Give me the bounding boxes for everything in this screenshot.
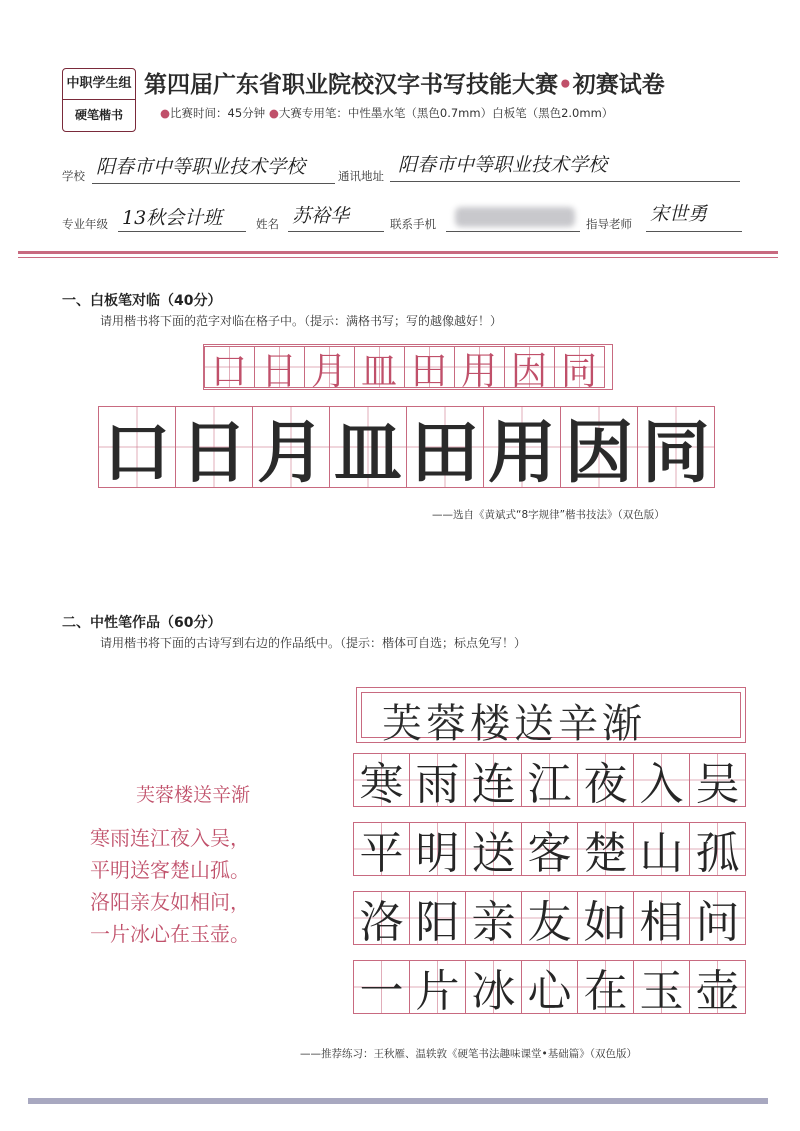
page-title xyxy=(144,66,665,99)
poem-char: 江 xyxy=(527,759,572,810)
poem-char-cell[interactable] xyxy=(465,891,522,948)
poem-grid-row xyxy=(354,960,746,1017)
copied-char: 因 xyxy=(564,413,633,493)
model-char: 皿 xyxy=(361,348,398,393)
poem-char-cell[interactable] xyxy=(521,891,578,948)
poem-char-cell[interactable] xyxy=(409,891,466,948)
address-value[interactable]: 阳春市中等职业技术学校 xyxy=(398,154,608,176)
badge-style-label: 硬笔楷书 xyxy=(74,108,123,122)
reference-poem-line: 洛阳亲友如相问， xyxy=(90,890,250,914)
badge-group-label: 中职学生组 xyxy=(63,69,135,100)
poem-char-cell[interactable] xyxy=(353,753,410,810)
title-tail: 初赛试卷 xyxy=(572,72,665,98)
poem-char: 如 xyxy=(583,897,628,948)
model-char: 同 xyxy=(561,348,598,393)
poem-char: 亲 xyxy=(471,897,516,948)
copy-char-cell[interactable] xyxy=(329,406,407,493)
school-label: 学校 xyxy=(62,169,85,183)
poem-char-cell[interactable] xyxy=(521,753,578,810)
poem-char-cell[interactable] xyxy=(689,822,746,879)
poem-char-cell[interactable] xyxy=(465,960,522,1017)
recommend-note: ——推荐练习：王秋雁、温轶敦《硬笔书法趣味课堂•基础篇》（双色版） xyxy=(300,1048,637,1060)
source-note: ——选自《黄斌式“8字规律”楷书技法》（双色版） xyxy=(432,509,665,521)
model-char-cell xyxy=(454,346,505,393)
name-value[interactable]: 苏裕华 xyxy=(292,205,350,227)
teacher-underline xyxy=(646,231,742,232)
copy-char-cell[interactable] xyxy=(252,406,330,493)
model-char: 因 xyxy=(511,348,548,393)
poem-char-cell[interactable] xyxy=(689,960,746,1017)
poem-char: 送 xyxy=(471,828,516,879)
poem-char: 雨 xyxy=(415,759,460,810)
poem-char-cell[interactable] xyxy=(577,753,634,810)
copied-char: 口 xyxy=(102,413,171,493)
teacher-label: 指导老师 xyxy=(586,217,632,231)
model-char-grid xyxy=(205,346,605,393)
model-char: 日 xyxy=(261,348,298,393)
grade-value[interactable]: 13秋会计班 xyxy=(122,207,223,229)
written-poem-title: 芙蓉楼送辛渐 xyxy=(382,701,646,747)
poem-char-cell[interactable] xyxy=(633,753,690,810)
section1-heading: 一、白板笔对临（40分） xyxy=(62,293,222,309)
header-divider-thin xyxy=(18,257,778,258)
copied-char: 皿 xyxy=(333,413,402,493)
bullet-icon: ● xyxy=(268,106,279,120)
poem-char-cell[interactable] xyxy=(465,753,522,810)
poem-grid-row xyxy=(354,753,746,810)
poem-char-cell[interactable] xyxy=(353,960,410,1017)
copy-char-cell[interactable] xyxy=(98,406,176,493)
poem-char-cell[interactable] xyxy=(689,891,746,948)
model-char-cell xyxy=(554,346,605,393)
copy-char-grid[interactable] xyxy=(99,406,715,493)
copied-char: 同 xyxy=(641,413,710,493)
copy-char-cell[interactable] xyxy=(175,406,253,493)
poem-char: 吴 xyxy=(695,759,740,810)
reference-poem-line: 一片冰心在玉壶。 xyxy=(90,922,250,946)
poem-char-cell[interactable] xyxy=(577,960,634,1017)
model-char-cell xyxy=(304,346,355,393)
poem-char: 友 xyxy=(527,897,572,948)
poem-char-cell[interactable] xyxy=(409,960,466,1017)
exam-rules xyxy=(160,105,613,121)
poem-char: 一 xyxy=(359,966,404,1017)
header-divider xyxy=(18,251,778,254)
poem-char: 片 xyxy=(415,966,460,1017)
model-char: 月 xyxy=(311,348,348,393)
poem-char-cell[interactable] xyxy=(353,891,410,948)
poem-char: 孤 xyxy=(695,828,740,879)
title-dot: • xyxy=(558,72,573,98)
model-char-cell xyxy=(504,346,555,393)
copied-char: 田 xyxy=(410,413,479,493)
model-char: 用 xyxy=(461,348,498,393)
poem-char: 连 xyxy=(471,759,516,810)
poem-char: 夜 xyxy=(583,759,628,810)
copy-char-cell[interactable] xyxy=(406,406,484,493)
section1-instruction: 请用楷书将下面的范字对临在格子中。（提示：满格书写；写的越像越好！） xyxy=(100,314,503,328)
copied-char: 用 xyxy=(487,413,556,493)
school-value[interactable]: 阳春市中等职业技术学校 xyxy=(96,156,306,178)
copy-char-cell[interactable] xyxy=(637,406,715,493)
poem-char: 心 xyxy=(527,966,572,1017)
poem-char: 楚 xyxy=(583,828,628,879)
poem-char-cell[interactable] xyxy=(409,753,466,810)
title-main: 第四届广东省职业院校汉字书写技能大赛 xyxy=(144,72,558,98)
poem-char: 明 xyxy=(415,828,460,879)
poem-char: 山 xyxy=(639,828,684,879)
poem-char: 客 xyxy=(527,828,572,879)
copied-char: 日 xyxy=(179,413,248,493)
poem-char-cell[interactable] xyxy=(633,891,690,948)
category-badge xyxy=(62,68,136,132)
poem-char: 阳 xyxy=(415,897,460,948)
address-label: 通讯地址 xyxy=(338,169,384,183)
poem-char-cell[interactable] xyxy=(689,753,746,810)
poem-char: 在 xyxy=(583,966,628,1017)
poem-char: 寒 xyxy=(359,759,404,810)
copied-char: 月 xyxy=(256,413,325,493)
poem-char: 壶 xyxy=(695,966,740,1017)
model-char: 田 xyxy=(411,348,448,393)
poem-char-cell[interactable] xyxy=(577,891,634,948)
poem-char: 入 xyxy=(639,759,684,810)
poem-char-cell[interactable] xyxy=(409,822,466,879)
copy-char-cell[interactable] xyxy=(483,406,561,493)
grade-label: 专业年级 xyxy=(62,217,108,231)
poem-char: 相 xyxy=(639,897,684,948)
teacher-value[interactable]: 宋世勇 xyxy=(650,203,708,225)
poem-char-cell[interactable] xyxy=(465,822,522,879)
phone-underline xyxy=(446,231,580,232)
poem-char-cell[interactable] xyxy=(353,822,410,879)
poem-char: 玉 xyxy=(639,966,684,1017)
rule-time: 比赛时间：45分钟 xyxy=(170,106,266,120)
grade-underline xyxy=(118,231,246,232)
name-underline xyxy=(288,231,384,232)
copy-char-cell[interactable] xyxy=(560,406,638,493)
section2-instruction: 请用楷书将下面的古诗写到右边的作品纸中。（提示：楷体可自选；标点免写！） xyxy=(100,636,527,650)
model-char-cell xyxy=(204,346,255,393)
address-underline xyxy=(390,181,740,182)
reference-poem-line: 寒雨连江夜入吴， xyxy=(90,826,250,850)
poem-char: 冰 xyxy=(471,966,516,1017)
phone-label: 联系手机 xyxy=(390,217,436,231)
poem-char: 平 xyxy=(359,828,404,879)
poem-char-cell[interactable] xyxy=(633,960,690,1017)
model-char: 口 xyxy=(211,348,248,393)
reference-poem-line: 平明送客楚山孤。 xyxy=(90,858,250,882)
poem-char-cell[interactable] xyxy=(521,960,578,1017)
poem-grid-row xyxy=(354,891,746,948)
poem-char-cell[interactable] xyxy=(577,822,634,879)
school-underline xyxy=(92,183,335,184)
model-char-cell xyxy=(354,346,405,393)
poem-grid-row xyxy=(354,822,746,879)
poem-char: 洛 xyxy=(359,897,404,948)
phone-redacted xyxy=(455,207,575,227)
model-char-cell xyxy=(404,346,455,393)
bottom-bar xyxy=(28,1098,768,1104)
poem-char-cell[interactable] xyxy=(521,822,578,879)
name-label: 姓名 xyxy=(256,217,279,231)
section2-heading: 二、中性笔作品（60分） xyxy=(62,615,222,631)
reference-poem-title: 芙蓉楼送辛渐 xyxy=(136,784,251,806)
poem-char: 问 xyxy=(695,897,740,948)
model-char-cell xyxy=(254,346,305,393)
bullet-icon: ● xyxy=(160,106,171,120)
poem-char-cell[interactable] xyxy=(633,822,690,879)
rule-pens: 大赛专用笔：中性墨水笔（黑色0.7mm）白板笔（黑色2.0mm） xyxy=(278,106,614,120)
